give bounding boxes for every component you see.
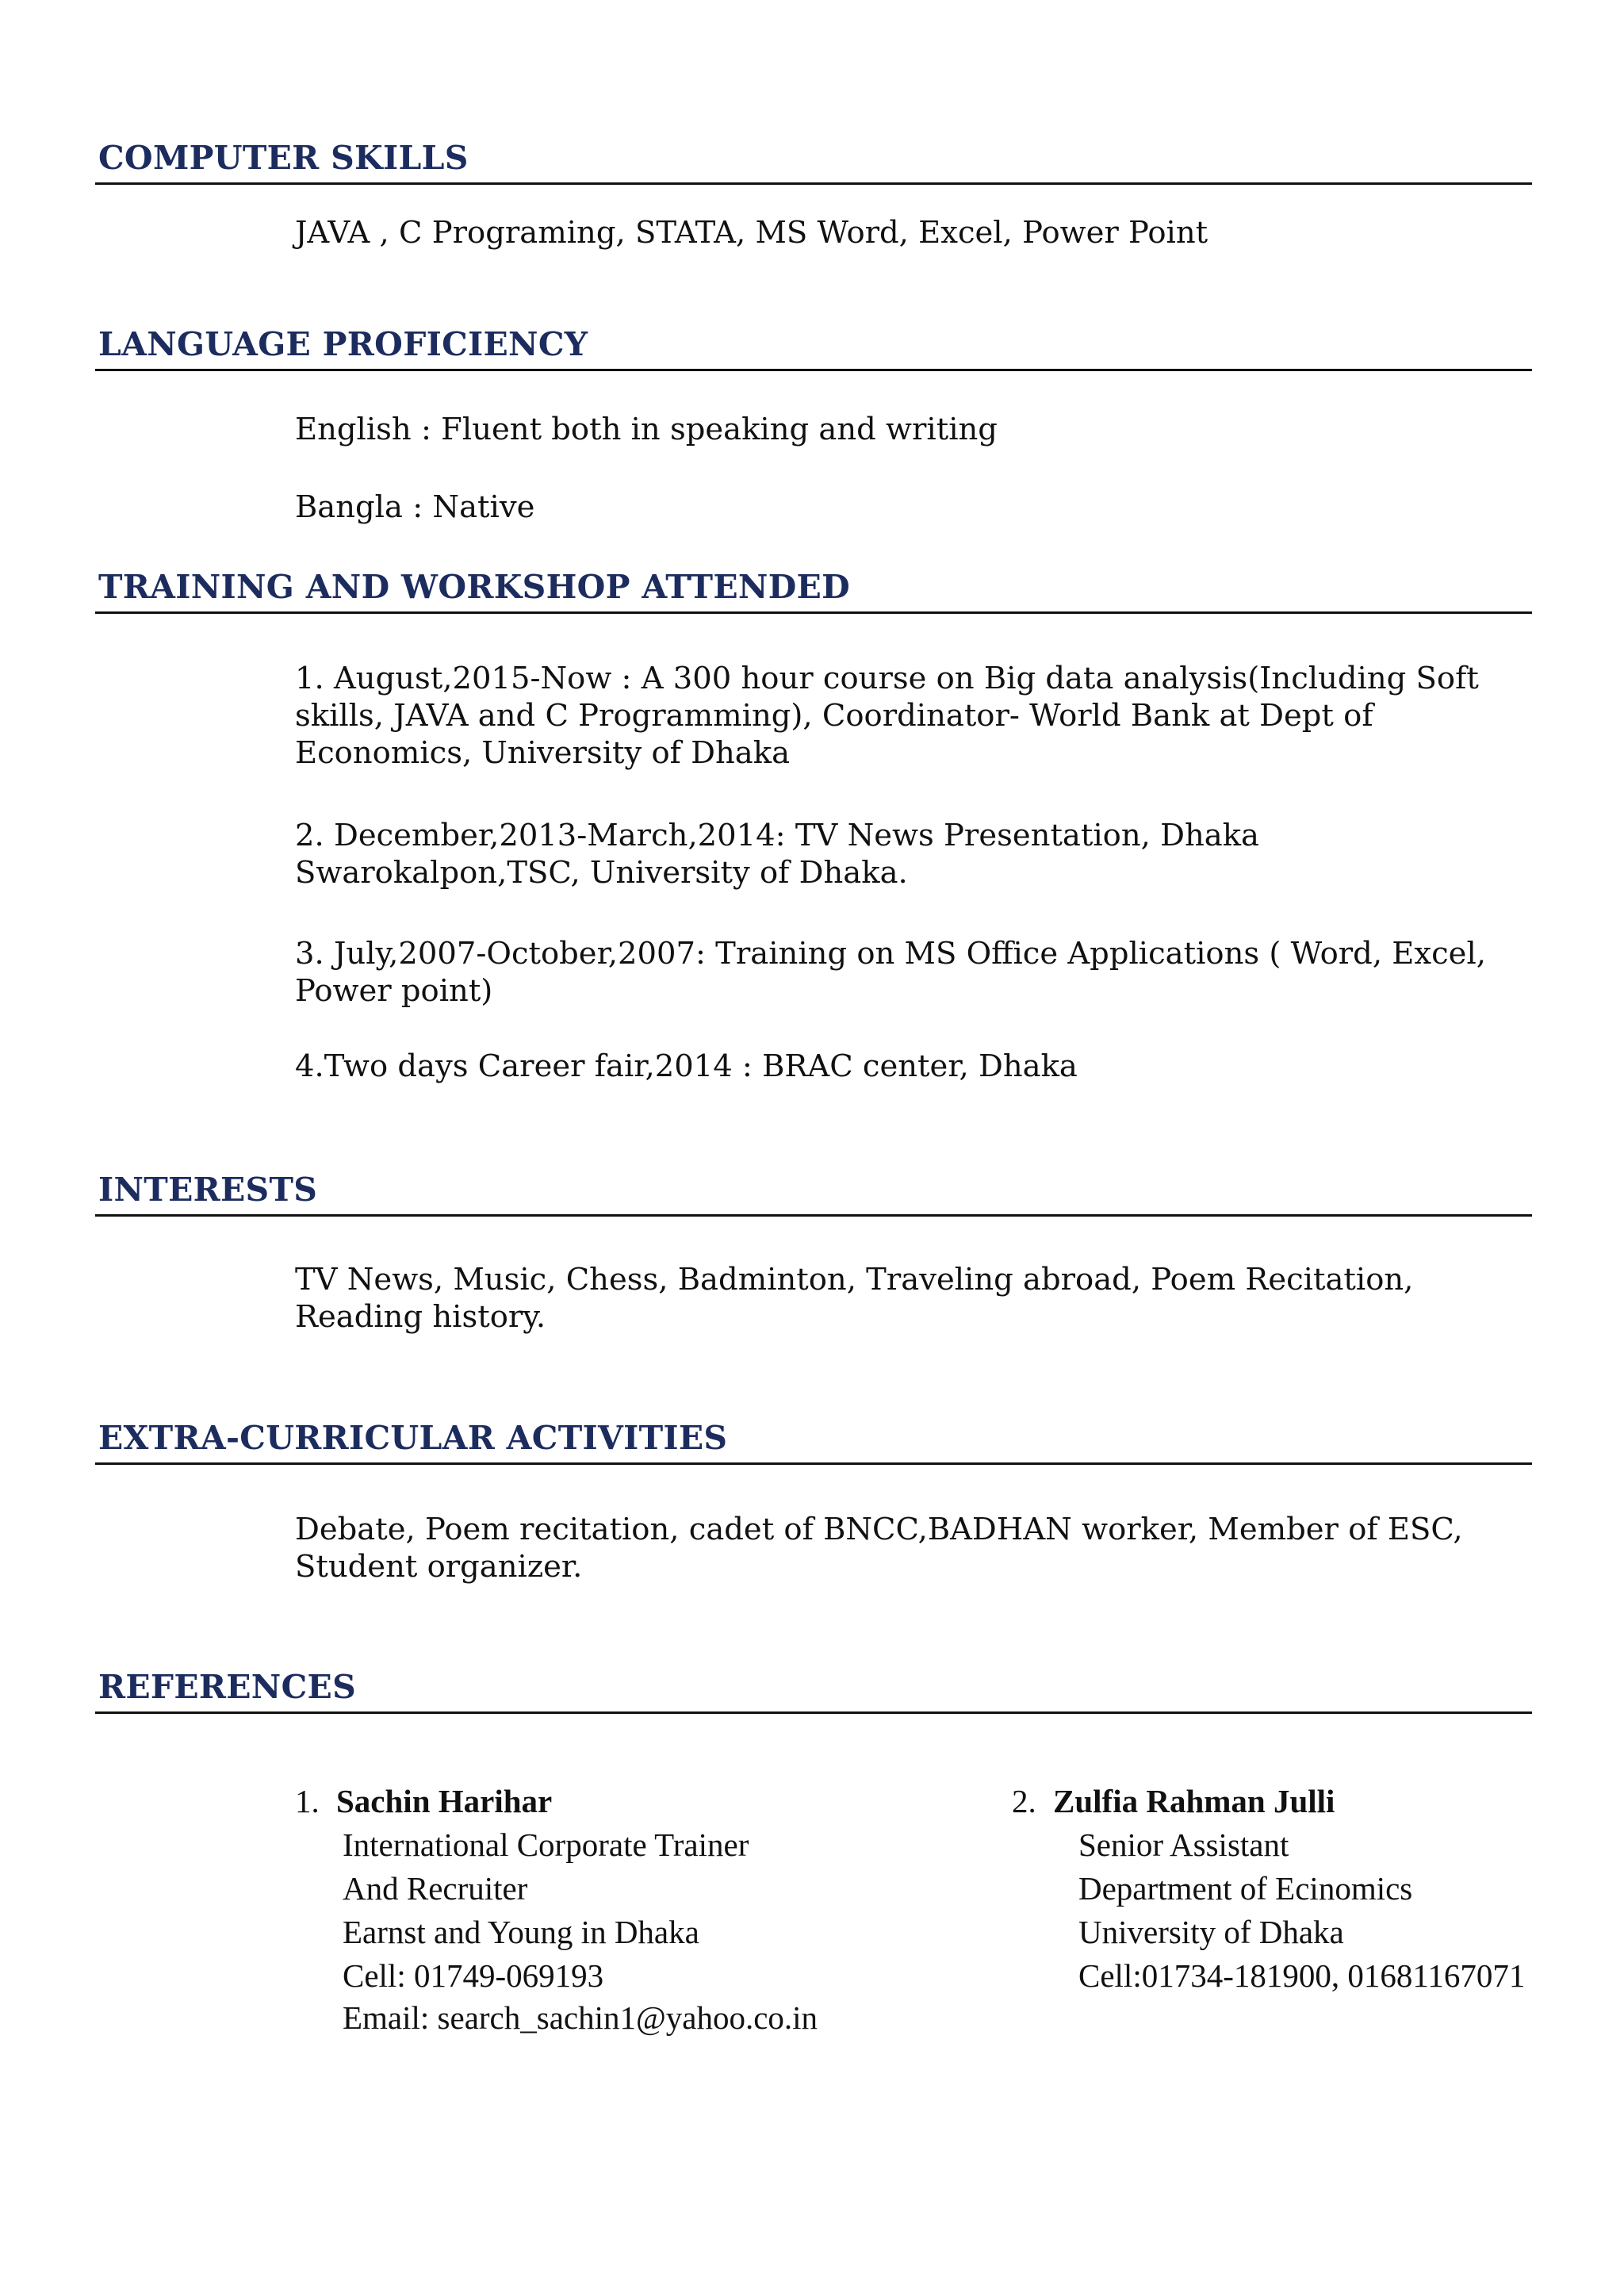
extra-curricular-text: Debate, Poem recitation, cadet of BNCC,BADHAN worker, Member of ESC, Student organizer. — [295, 1512, 1463, 1585]
computer-skills-body — [295, 214, 1532, 251]
reference-1 — [295, 1780, 993, 2037]
language-proficiency-body-2 — [295, 489, 1532, 526]
training-item-text: 3. July,2007-October,2007: Training on MS Office Applications ( Word, Excel, Power point) — [295, 936, 1487, 1009]
training-item-4 — [295, 1048, 1532, 1085]
training-item-text: 1. August,2015-Now : A 300 hour course on Big data analysis(Including Soft skills, JAVA and C Programming), Coordinator- World Bank at Dept of Economics, University of Dhaka — [295, 661, 1479, 771]
section-divider — [95, 1462, 1532, 1465]
language-item: Bangla : Native — [295, 489, 535, 525]
section-divider — [95, 1214, 1532, 1217]
interests-body — [295, 1261, 1532, 1336]
reference-cell: Cell:01734-181900, 01681167071 — [1078, 1957, 1526, 1994]
references-heading: REFERENCES — [98, 1668, 356, 1706]
reference-email: Email: search_sachin1@yahoo.co.in — [343, 1999, 818, 2036]
training-heading: TRAINING AND WORKSHOP ATTENDED — [98, 568, 850, 606]
computer-skills-text: JAVA , C Programing, STATA, MS Word, Excel, Power Point — [295, 215, 1208, 251]
section-divider — [95, 182, 1532, 185]
reference-organization: University of Dhaka — [1078, 1914, 1344, 1950]
computer-skills-section — [95, 135, 1532, 185]
extra-curricular-section — [95, 1415, 1532, 1465]
reference-cell: Cell: 01749-069193 — [343, 1957, 604, 1994]
language-proficiency-heading: LANGUAGE PROFICIENCY — [98, 325, 588, 363]
interests-heading: INTERESTS — [98, 1171, 318, 1209]
reference-title: International Corporate Trainer — [343, 1826, 749, 1863]
language-proficiency-section — [95, 321, 1532, 371]
interests-text: TV News, Music, Chess, Badminton, Traveling abroad, Poem Recitation, Reading history. — [295, 1262, 1414, 1335]
section-divider — [95, 369, 1532, 371]
references-section — [95, 1664, 1532, 1714]
training-item-text: 2. December,2013-March,2014: TV News Presentation, Dhaka Swarokalpon,TSC, University of Dhaka. — [295, 818, 1260, 891]
reference-title-2: And Recruiter — [343, 1870, 528, 1907]
training-item-2 — [295, 817, 1532, 891]
reference-name: Zulfia Rahman Julli — [1053, 1783, 1335, 1819]
reference-title: Senior Assistant — [1078, 1826, 1289, 1863]
interests-section — [95, 1167, 1532, 1217]
extra-curricular-heading: EXTRA-CURRICULAR ACTIVITIES — [98, 1419, 728, 1457]
training-item-1 — [295, 660, 1532, 772]
section-divider — [95, 1711, 1532, 1714]
extra-curricular-body — [295, 1511, 1532, 1585]
computer-skills-heading: COMPUTER SKILLS — [98, 139, 469, 177]
reference-department: Department of Ecinomics — [1078, 1870, 1413, 1907]
training-section — [95, 564, 1532, 614]
reference-organization: Earnst and Young in Dhaka — [343, 1914, 699, 1950]
training-item-3 — [295, 935, 1532, 1010]
reference-name: Sachin Harihar — [336, 1783, 553, 1819]
language-proficiency-body — [295, 411, 1532, 448]
section-divider — [95, 611, 1532, 614]
training-item-text: 4.Two days Career fair,2014 : BRAC center, Dhaka — [295, 1048, 1078, 1084]
reference-2 — [1012, 1780, 1535, 1998]
reference-number: 2. — [1012, 1783, 1036, 1819]
language-item: English : Fluent both in speaking and writing — [295, 412, 998, 447]
reference-number: 1. — [295, 1783, 320, 1819]
